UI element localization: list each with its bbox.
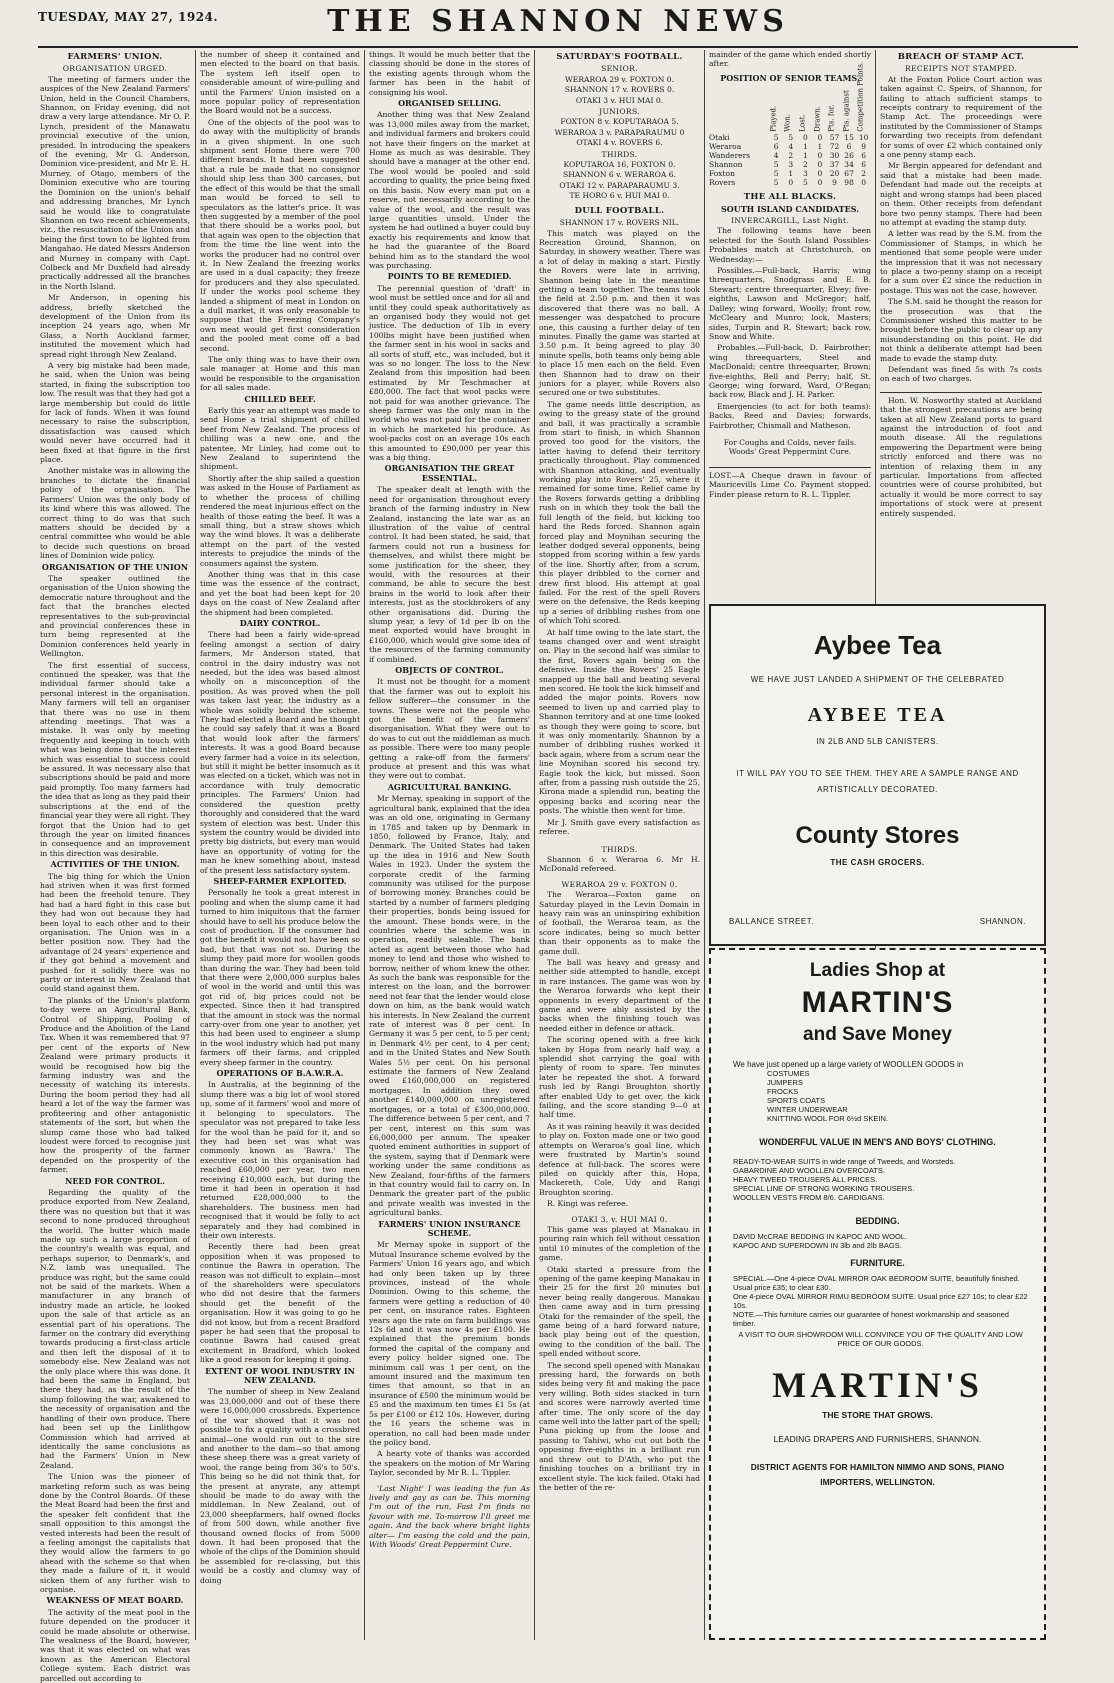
standings-cell: 6 bbox=[861, 160, 867, 170]
grade-label: THIRDS. bbox=[601, 149, 638, 159]
ad-item: SPECIAL.—One 4-piece OVAL MIRROR OAK BEDROOM SUITE, beautifully finished. Usual price £35; to clear £30. bbox=[733, 1274, 1020, 1292]
grade-label: JUNIORS. bbox=[599, 107, 640, 117]
standings-cell: 4 bbox=[788, 142, 794, 152]
paragraph: A very big mistake had been made, he said, when the Union was being started, in fixing the subscription too low. The result was that they had got a large membership but could do little for lack of funds. When it was found necessary to raise the subscription, dissatisfaction was caused which would never have occurred had it been fixed at that figure in the first place. bbox=[40, 361, 190, 465]
column-farmers-union-cont bbox=[200, 50, 360, 1640]
standings-header: Pts. for. bbox=[827, 104, 836, 132]
paragraph: At the Foxton Police Court action was taken against C. Speirs, of Shannon, for failing to attach sufficient stamps to receipts contrary to requirement of the Stamp Act. The proceedings were instituted by the Commissioner of Stamps forwarding two receipts from defendant for sums of over £2 which contained only a one penny stamp each. bbox=[880, 74, 1042, 160]
result-line: SHANNON 17 v. ROVERS 0. bbox=[564, 85, 675, 95]
standings-header: Drawn. bbox=[812, 105, 821, 132]
paragraph: Shannon 6 v. Weraroa 6. Mr H. McDonald refereed. bbox=[539, 854, 700, 874]
paragraph: The scoring opened with a free kick taken by Hopa from nearly half way, a splendid shot carrying the goal with plenty of room to spare. Ten minutes later he repeated the shot. A forward rush led by Rangi Broughton shortly after enabled Udy to get over, the kick failing, and the score standing 9—0 at half time. bbox=[539, 1035, 700, 1120]
result-line: KOPUTAROA 16, FOXTON 0. bbox=[563, 160, 676, 170]
standings-cell: 1 bbox=[802, 151, 808, 161]
column-farmers-union-end bbox=[369, 50, 530, 1640]
standings-header: Lost. bbox=[798, 114, 807, 132]
column-farmers-union bbox=[40, 50, 190, 1683]
paragraph: Regarding the quality of the produce exported from New Zealand, there was no question but that it was second to none produced throughout the world. The butter which made made up such a large proportion of the country's wealth was equal, and perhaps superior, to Denmark's, and N.Z. lamb was unequalled. The produce was right, but the same could not be said of the markets. When a manufacturer in any branch of industry made an article, he looked upon the sale of that article as an essential part of his operations. The farmer on the contrary did everything towards producing a first-class article and then left the disposal of it to somebody else. New Zealand was not the only place where this was done. It had been the same in England, but there they had, as the result of the slump following the war, awakened to the necessity of organisation and the handling of their own produce. There had been set up the Linlithgow Commission which had arrived at identically the same conclusions as had the Farmers' Union in New Zealand. bbox=[40, 1187, 190, 1470]
article-subheading: ORGANISATION URGED. bbox=[62, 64, 168, 74]
section-heading: EXTENT OF WOOL INDUSTRY IN NEW ZEALAND. bbox=[205, 1365, 355, 1386]
paragraph: Hon. W. Nosworthy stated at Auckland that the strongest precautions are being taken at all New Zealand ports to guard against the introduction of foot and mouth disease. All the regulations empowering the Department were being strictly enforced and there was no intention of relaxing them in any particular. Importations from affected countries were of course prohibited, but actually it would be more correct to say importations of stock were at present entirely suspended. bbox=[880, 392, 1042, 518]
paragraph: Recently there had been great opposition when it was proposed to continue the Bawra in operation. The reason was not difficult to explain—most of the shareholders were speculators who did not desire that the farmers should get the benefit of the organisation. How it was going to go he did not know, but from a recent Bradford paper he had seen that the proposal to continue Bawra had caused great excitement in Bradford, which looked like a good reason for keeping it going. bbox=[200, 1242, 360, 1365]
paragraph: A hearty vote of thanks was accorded the speakers on the motion of Mr Waring Taylor, seconded by Mr R. L. Tippler. bbox=[369, 1449, 530, 1478]
issue-date: TUESDAY, MAY 27, 1924. bbox=[38, 10, 219, 24]
paragraph: The speaker outlined the organisation of the Union showing the democratic nature throughout and the fact that the branches elected representatives to the sub-provincial and provincial conferences these in turn being represented at the Dominion conferences held yearly in Wellington. bbox=[40, 573, 190, 659]
section-heading: ORGANISATION OF THE UNION bbox=[41, 561, 189, 572]
standings-cell: 4 bbox=[773, 151, 779, 161]
paragraph: The big thing for which the Union had striven when it was first formed had been the freehold tenure. They had had a hard fight in this case but they had won out because they had been loyal to each other and to their organisation. The Union was in a better position now. They had the advantage of 24 years' experience and if they got behind a movement and pushed for it solidly there was no party or interest in New Zealand that could stand against them. bbox=[40, 871, 190, 994]
ad-item: WOOLLEN VESTS FROM 8/6. CARDIGANS. bbox=[733, 1193, 885, 1202]
standings-cell: 30 bbox=[829, 151, 840, 161]
paragraph: The second spell opened with Manakau pressing hard, the forwards on both sides being very fit and making the pace very willing. Both sides stacked in turn and scores were narrowly averted time after time. The only score of the day came well into the latter part of the spell; Puna picking up from the loose and passing to Tahiwi, who cut out both the opposing five-eighths in a brilliant run and threw out to D'Ath, who put the finishing touches on a brilliant try in excellent style. The kick failed. Otaki had the better of the re- bbox=[539, 1360, 700, 1492]
column-sport-misc bbox=[709, 50, 871, 650]
column-rule bbox=[195, 50, 196, 1640]
ad-heading: WONDERFUL VALUE IN MEN'S AND BOYS' CLOTHING. bbox=[759, 1137, 996, 1147]
ad-item: KAPOC AND SUPERDOWN IN 3lb and 2lb BAGS. bbox=[733, 1241, 902, 1250]
ad-line: WE HAVE JUST LANDED A SHIPMENT OF THE CELEBRATED bbox=[750, 675, 1005, 684]
section-heading: ORGANISED SELLING. bbox=[398, 98, 501, 109]
standings-header: Played. bbox=[769, 105, 778, 132]
column-stamp-act bbox=[880, 50, 1042, 650]
standings-row bbox=[709, 169, 871, 178]
ad-line: Ladies Shop at bbox=[809, 960, 946, 981]
paragraph: It must not be thought for a moment that the farmer was out to exploit his fellow sufferer—the consumer in the towns. These were not the people who got the benefit of the farmers' disorganisation. What they were out to do was to cut out the middleman as much as possible. There were too many people getting a rake-off from the farmers' produce at present and this was what they were out to combat. bbox=[369, 677, 530, 781]
paragraph: The Union was the pioneer of marketing reform such as was being done by the Control Boards. Of these the Meat Board had been the first and the speaker felt confident that the small opposition to this amongst the vested interests had been the result of a feeling amongst the capitalists that they would allow the farmers to go ahead with the scheme so that when they made a failure of it, it would sicken them of any further wish to organise. bbox=[40, 1472, 190, 1594]
column-rule bbox=[534, 50, 535, 1640]
paragraph: the number of sheep it contained and men elected to the board on that basis. The system left itself open to considerable amount of wire-pulling and until the Farmers' Union insisted on a more popular policy of representation the Board would not be a success. bbox=[200, 50, 360, 116]
paragraph: This game was played at Manakau in pouring rain which fell without cessation until 10 minutes of the completion of the game. bbox=[539, 1224, 700, 1263]
standings-cell: 0 bbox=[802, 133, 808, 143]
section-heading: CHILLED BEEF. bbox=[244, 393, 316, 404]
classified-lost: LOST.—A Cheque drawn in favour of Mauricevills Lime Co. Payment stopped. Finder please return to R. L. Tippler. bbox=[709, 467, 871, 499]
grade-label: SENIOR. bbox=[601, 64, 638, 74]
verse-advert: 'Last Night' I was leading the fun As lively and gay as can be. This morning I'm out of the run, Fast I'm finds no favour with me. To-morrow I'll greet me again. And the back where bright lights alter— I'm easing the cold and the pain, With Woods' Great Peppermint Cure. bbox=[369, 1483, 530, 1549]
paragraph: As it was raining heavily it was decided to play on. Foxton made one or two good attempts on Weraroa's goal line, which were frustrated by Martin's sound defence at full-back. The scores were piled on quickly after this, Hopa, Mackereth, Cole, Udy and Rangi Broughton scoring. bbox=[539, 1121, 700, 1197]
standings-cell: 37 bbox=[829, 160, 840, 170]
paragraph: The ball was heavy and greasy and neither side attempted to handle, except in rare instances. The game was won by the Weraroa forwards who kept their opponents in every department of the game and were ably assisted by the backs when the finishing touch was needed either in defence or attack. bbox=[539, 957, 700, 1033]
standings-cell: 26 bbox=[844, 151, 854, 161]
standings-row bbox=[709, 133, 871, 142]
result-line: OTAKI 4 v. ROVERS 6. bbox=[576, 138, 663, 148]
standings-cell: 3 bbox=[788, 160, 794, 170]
standings-row bbox=[709, 160, 871, 169]
paragraph: Shortly after the ship sailed a question was asked in the House of Parliament as to whether the process of chilling rendered the meat injurious effect on the health of those eating the beef. It was a small thing, but a straw shows which way the wind blows. It was a deliberate attempt on the part of the vested interests to prejudice the minds of the consumers against the system. bbox=[200, 473, 360, 568]
section-heading: SOUTH ISLAND CANDIDATES. bbox=[720, 203, 859, 214]
paragraph: mainder of the game which ended shortly after. bbox=[709, 50, 871, 69]
standings-cell: 5 bbox=[773, 133, 779, 143]
standings-cell: 5 bbox=[802, 178, 808, 188]
standings-cell: 0 bbox=[817, 160, 823, 170]
column-football bbox=[539, 50, 700, 1640]
standings-team: Foxton bbox=[709, 169, 735, 179]
paragraph: One of the objects of the pool was to do away with the multiplicity of brands in a given shipment. In one such shipment sent Home there were 700 different brands. It had been suggested that a rule be made that no consignor should ship less than 300 carcases, but the effect of this would be that the small man would be forced to sell to speculators as the latter's price. It was then suggested by a member of the pool that there should be a works pool, but that again was open to the objection that from the time the line went into the works the producer had no control over it. In New Zealand the freezing works are used in a dual capacity; they freeze for producers and they also speculated. If under the works pool scheme they landed a shipment of meat in London on a dull market, it was only reasonable to suppose that the Freezing Company's own meat would get first consideration and the pooled meat come off a bad second. bbox=[200, 117, 360, 353]
standings-team: Weraroa bbox=[709, 142, 742, 152]
section-heading: ACTIVITIES OF THE UNION. bbox=[50, 859, 180, 870]
newspaper-title: THE SHANNON NEWS bbox=[327, 4, 789, 39]
standings-row bbox=[709, 151, 871, 160]
standings-cell: 1 bbox=[802, 142, 808, 152]
standings-row bbox=[709, 178, 871, 187]
paragraph: At half time owing to the late start, the teams changed over and went straight on. Play in the second half was similar to the first, Rovers again being on the defensive. Inside the Rovers' 25 Eagle snapped up the ball and beating several men scored. He took the kick himself and added the major points. Rovers now seemed to liven up and carried play to Shannon territory and at one time looked as though they were going to score, but it was only momentarily. Shannon by a number of dribbling rushes worked it back again, where from a scrum near the line Moynihan scored his second try. Eagle took the kick, but missed. Soon after, from a passing rush outside the 25, Kirona made a splendid run, beating the opposing backs and scoring near the posts. The whistle then went for time. bbox=[539, 627, 700, 816]
paragraph: Otaki started a pressure from the opening of the game keeping Manakau in their 25 for the first 20 minutes but never being really dangerous. Manakau then came away and in turn pressing Otaki for the remainder of the spell, the game being of a hard forward nature, back play being out of the question, owing to the condition of the ball. The spell ended without score. bbox=[539, 1264, 700, 1359]
paragraph: Emergencies (to act for both teams): Backs, Reed and Davies; forwards, Fairbrother, Chismall and Matheson. bbox=[709, 401, 871, 430]
ad-item: DAVID McCRAE BEDDING IN KAPOC AND WOOL. bbox=[733, 1232, 908, 1241]
standings-cell: 1 bbox=[817, 142, 823, 152]
standings-cell: 2 bbox=[788, 151, 794, 161]
standings-cell: 20 bbox=[829, 169, 840, 179]
standings-team: Shannon bbox=[709, 160, 743, 170]
paragraph: The Weraroa—Foxton game on Saturday played in the Levin Domain in heavy rain was an uninspiring exhibition of football, the Weraroa team, as the score indicates, being so much better than their opponents as to make the game dull. bbox=[539, 890, 700, 956]
standings-cell: 5 bbox=[773, 160, 779, 170]
ad-line: IT WILL PAY YOU TO SEE THEM. THEY ARE A SAMPLE RANGE AND ARTISTICALLY DECORATED. bbox=[736, 769, 1019, 794]
standings-cell: 9 bbox=[832, 178, 837, 188]
section-heading: ORGANISATION THE GREAT ESSENTIAL. bbox=[384, 463, 515, 483]
ad-line: DISTRICT AGENTS FOR HAMILTON NIMMO AND SONS, PIANO IMPORTERS, WELLINGTON. bbox=[750, 1462, 1005, 1487]
paragraph: R. Kingi was referee. bbox=[547, 1199, 629, 1209]
ad-list bbox=[733, 1274, 1028, 1348]
ad-line: LEADING DRAPERS AND FURNISHERS, SHANNON. bbox=[773, 1434, 982, 1444]
paragraph: Another mistake was in allowing the branches to dictate the financial policy of the organisation. The Farmers' Union was the only body of its kind where this was allowed. The correct thing to do was that such matters should be decided by a central committee who would be able to decide such questions on broad lines of Dominion wide policy. bbox=[40, 466, 190, 561]
ad-item: A VISIT TO OUR SHOWROOM WILL CONVINCE YOU OF THE QUALITY AND LOW PRICE OF OUR GOODS. bbox=[738, 1330, 1023, 1348]
standings-cell: 5 bbox=[773, 178, 779, 188]
standings-team: Wanderers bbox=[709, 151, 751, 161]
ad-brand: MARTIN'S bbox=[801, 986, 954, 1019]
column-rule bbox=[364, 50, 365, 1640]
paragraph: This match was played on the Recreation Ground, Shannon, on Saturday, in showery weather. There was a lot of delay in making a start. Firstly the Rovers were late in arriving, Shannon being late in the meantime getting a team together. The teams took the field at 2.50 p.m. and then it was discovered that there was no ball. A messenger was despatched to procure one, this causing a further delay of ten minutes. Finally the game was started at 3.50 p.m. It being agreed to play 30 minute spells, both teams only being able to place 15 men each on the field. Even then Shannon had to draw on their juniors for a player, while Rovers also secured one or two substitutes. bbox=[539, 228, 700, 398]
standings-team: Otaki bbox=[709, 133, 730, 143]
section-heading: SHEEP-FARMER EXPLOITED. bbox=[213, 875, 347, 886]
ad-street: BALLANCE STREET. bbox=[729, 917, 814, 926]
ad-item: SPORTS COATS bbox=[767, 1096, 826, 1105]
section-heading: NEED FOR CONTROL. bbox=[65, 1175, 165, 1186]
paragraph: The activity of the meat pool in the future depended on the producer it could be made absolute or otherwise. The weakness of the Board, however, was that it was elected on what was known as the American Electoral College system. Each district was parcelled out according to bbox=[40, 1607, 190, 1683]
ad-list bbox=[733, 1232, 1028, 1250]
ad-store-name: County Stores bbox=[795, 822, 960, 849]
paragraph: In Australia, at the beginning of the slump there was a big lot of wool stored up, some of it farmers' wool and more of it belonging to speculators. The speculator was not prepared to take less for the wool than he paid for it, and so they had been set was what was commonly known as 'Bawra.' The executive cost in this organisation had reached £60,000 per year, two men receiving £10,000 each, but during the time it had been in operation it had returned £28,000,000 to the shareholders. The business men had recognised that it would be folly to act separately and they had combined in their own interests. bbox=[200, 1080, 360, 1240]
paragraph: The planks of the Union's platform to-day were an Agricultural Bank, Control of Shipping, Pooling of Produce and the Abolition of the Land Tax. When it was remembered that 97 per cent of the exports of New Zealand were primary products it would be recognised how big the farming industry was and the necessity of watching its interests. During the boom period they had all heard a lot of the way the farmer was profiteering and other antagonistic statements of the sort, but when the slump came those who had talked loudest were forced to recognise just how the prosperity of the farmer depended on the prosperity of the farmer. bbox=[40, 995, 190, 1175]
ad-item: FROCKS bbox=[767, 1087, 799, 1096]
result-line: WERAROA 3 v. PARAPARAUMU 0 bbox=[554, 127, 685, 137]
ad-item: READY-TO-WEAR SUITS in wide range of Tweeds, and Worsteds. bbox=[733, 1157, 956, 1166]
masthead bbox=[38, 4, 1078, 48]
standings-cell: 34 bbox=[844, 160, 854, 170]
paragraph: Mr Mernay spoke in support of the Mutual Insurance scheme evolved by the Farmers' Union 16 years ago, and which had only been taken up by three provinces, instead of the whole Dominion. Owing to this scheme, the farmers were getting a reduction of 40 per cent, on insurance rates. Eighteen years ago the rate on farm buildings was 12s 6d and it was now 4s per £100. He explained that the premium bonds formed the capital of the company and every policy holder signed one. The minimum call was 1 per cent, on the amount insured and the maximum ten times that amount, so that in an insurance of £500 the minimum would be £5 and the maximum ten times £1 5s (at 5s per £100 or £12 10s. However, during the 16 years the scheme was in operation, no call had been made under the policy bond. bbox=[369, 1240, 530, 1447]
paragraph: Mr Bergin appeared for defendant and said that a mistake had been made. Defendant had made out the receipts at night and wrong stamps had been placed on them. Other receipts from defendant bore two penny stamps. There had been no attempt at evading the stamp duty. bbox=[880, 161, 1042, 227]
paragraph: Defendant was fined 5s with 7s costs on each of two charges. bbox=[880, 365, 1042, 384]
ad-brand: Aybee Tea bbox=[813, 630, 942, 660]
paragraph: There had been a fairly wide-spread feeling amongst a section of dairy farmers, Mr Anderson stated, that control in the dairy industry was not needed, but the idea was based almost wholly on a misconception of the position. As was proved when the poll was taken last year, the industry as a whole was solidly behind the scheme. They had elected a Board and he thought he could say safely that it was a Board that would look after the farmers' interests. It was a good Board because every farmer had a voice in its selection, but still it might be better insomuch as it was elected on a ticket, which was not in accordance with truly democratic principles. The Farmers' Union had considered the question pretty thoroughly and considered that the ward system of election was best. Under this system the country would be divided into pretty big districts, but every man would have an opportunity of voting for the man he knew something about, instead of the present less satisfactory system. bbox=[200, 630, 360, 875]
paragraph: The game needs little description, as owing to the greasy state of the ground and ball, it was practically a scramble from start to finish, in which Shannon proved too good for the visitors, the latter having to defend their territory practically throughout. Play commenced with Shannon attacking, and eventually working play into Rovers' 25, where it remained for some time. Relief came by the Rovers forwards getting a dribbling rush on in which they took the ball the full length of the field, but kicking too hard the Reds forced. Shannon again forced play and Moynihan securing the leather dodged several opponents, being stopped from scoring within a few yards of the line. Shortly after, from a scrum, this player dribbled to the corner and drew first blood. His attempt at goal failed. For the rest of the spell Rovers were on the defensive, the Reds keeping up a series of dribbling rushes from one of which Tohi scored. bbox=[539, 399, 700, 626]
paragraph: The first essential of success, continued the speaker, was that the individual farmer should take a personal interest in the organisation. Many farmers will tell an organiser that there was no use in them attending meetings. That was a mistake. It was only by meeting frequently and keeping in touch with what was being done that the interest which was essential to success could be assured. It was necessary also that subscriptions should be paid and more paid promptly. Too many farmers had the idea that as long as they paid their subscriptions at the end of the financial year they were all right. They forgot that the Union had to get through the year on limited finances in consequence and an improvement in this direction was desirable. bbox=[40, 660, 190, 858]
article-heading: BREACH OF STAMP ACT. bbox=[897, 52, 1025, 62]
standings-header: Won. bbox=[783, 113, 792, 132]
result-line: OTAKI 3 v. HUI MAI 0. bbox=[575, 95, 664, 105]
standings-cell: 72 bbox=[829, 142, 840, 152]
standings-cell: 6 bbox=[846, 142, 852, 152]
standings-cell: 10 bbox=[858, 133, 869, 143]
standings-cell: 67 bbox=[844, 169, 854, 179]
paragraph: The number of sheep in New Zealand was 23,000,000 and out of these there were 16,000,000 crossbreds. Experience of the war showed that it was not possible to fix a quality with a crossbred animal—one would run out to the sire and another to the dam—so that among these sheep there was a great variety of wool, the range being from 36's to 50's. This being so he did not think that, for the present at anyrate, any attempt should be made to do away with the middleman. In New Zealand, out of 23,000 sheepfarmers, half owned flocks of from 500 down, while another five thousand owned flocks of from 5000 down. It had been proposed that the whole of the clips of the Dominion should be assembled for re-classing, but this would be a costly and clumsy way of doing bbox=[200, 1387, 360, 1585]
standings-cell: 9 bbox=[861, 142, 867, 152]
ad-item: SPECIAL LINE OF STRONG WORKING TROUSERS. bbox=[733, 1184, 915, 1193]
section-heading: FARMERS' UNION INSURANCE SCHEME. bbox=[378, 1218, 521, 1238]
paragraph: Another thing was that in this case time was the essence of the contract, and yet the boat had been kept for 20 days on the coast of New Zealand after the shipment had been completed. bbox=[200, 569, 360, 617]
section-heading: OPERATIONS OF B.A.W.R.A. bbox=[216, 1068, 344, 1079]
ad-heading: FURNITURE. bbox=[850, 1258, 905, 1268]
paragraph: Mr Anderson, in opening his address, briefly sketched the development of the Union from its inception 24 years ago, when Mr Glass, a North Auckland farmer, instituted the movement which had spread right through New Zealand. bbox=[40, 293, 190, 359]
standings-cell: 6 bbox=[861, 151, 867, 161]
article-heading: FARMERS' UNION. bbox=[67, 52, 163, 62]
ad-line: We have just opened up a large variety of WOOLLEN GOODS in bbox=[733, 1060, 964, 1069]
standings-cell: 3 bbox=[802, 169, 808, 179]
standings-cell: 0 bbox=[861, 178, 867, 188]
article-heading: DULL FOOTBALL. bbox=[574, 205, 665, 216]
standings-cell: 0 bbox=[817, 133, 823, 143]
result-line: WERAROA 29 v. FOXTON 0. bbox=[564, 74, 675, 84]
ad-line: THE STORE THAT GROWS. bbox=[822, 1410, 933, 1420]
standings-header: Pts. against bbox=[842, 89, 851, 132]
paragraph: Possibles.—Full-back, Harris; wing threequarters, Snodgrass and E. B. Stewart; centre threequarter, Elvey; five-eighths, Lawson and McGregor; half, Dalley; wing forward, Woolly; front row, McCleary and Munro; lock, Masters; sides, Turpin and R. Stewart; back row, Snow and White. bbox=[709, 266, 871, 341]
ad-brand: MARTIN'S bbox=[772, 1365, 983, 1405]
standings-header-row bbox=[709, 87, 871, 133]
ad-item: KNITTING WOOL FOR 6½d SKEIN. bbox=[767, 1114, 888, 1123]
paragraph: The only thing was to have their own sale manager at Home and this man would be responsible to the organisation for all sales made. bbox=[200, 355, 360, 393]
standings-cell: 15 bbox=[844, 133, 854, 143]
standings-cell: 0 bbox=[817, 169, 823, 179]
ad-item: NOTE.—This furniture carries our guarantee of honest workmanship and seasoned timber. bbox=[733, 1310, 1009, 1328]
paragraph: The speaker dealt at length with the need for organisation throughout every branch of the farming industry in New Zealand, instancing the late war as an illustration of the value of central control. It had been stated, he said, that farmers could not run a business for themselves, and whilst there might be some justification for the sheer, they would, with the resources at their command, be able to secure the best brains in the world to look after their interests, just as the stockbrokers of any other organisations did. During the slump year, a levy of 1d per lb on the meat exported would have brought in £160,000, which would give some idea of the resources of the farming community if combined. bbox=[369, 485, 530, 664]
ad-brand: AYBEE TEA bbox=[807, 704, 948, 726]
ad-list bbox=[733, 1157, 1028, 1202]
standings-cell: 0 bbox=[788, 178, 794, 188]
result-line: FOXTON 8 v. KOPUTARAOA 5. bbox=[560, 117, 679, 127]
result-line: OTAKI 12 v. PARAPARAUMU 3. bbox=[559, 180, 680, 190]
result-line: TE HORO 6 v. HUI MAI 0. bbox=[569, 191, 670, 201]
paragraph: The meeting of farmers under the auspices of the New Zealand Farmers' Union, held in the Council Chambers, Shannon, on Friday evening, did not draw a very large attendance. Mr O. P. Lynch, president of the Manawatu provincial executive of the union, presided. In introducing the speakers of the evening, Mr G. Anderson, Dominion vice-president, and Mr E. H. Murney, of Otago, members of the Dominion executive who are touring the Dominion on the union's behalf and addressing branches, Mr Lynch said he would like to congratulate Shannon on two recent achievements, viz., the resuscitation of the Union and being the first town to be lighted from Mangahao. He dated Messrs Anderson and Murney in company with Capt. Colbeck and Mr Duxfield had already practically addressed all the branches in the North Island. bbox=[40, 74, 190, 291]
ad-line: IN 2LB AND 5LB CANISTERS. bbox=[816, 737, 939, 746]
ad-item: WINTER UNDERWEAR bbox=[767, 1105, 848, 1114]
paragraph: A letter was read by the S.M. from the Commissioner of Stamps, in which he mentioned that some people were under the impression that it was not necessary to place a two-penny stamp on a receipt for a sum over £2 since the reduction in postage. This was not the case, however. bbox=[880, 229, 1042, 295]
standings-cell: 0 bbox=[817, 178, 823, 188]
section-heading: WEAKNESS OF MEAT BOARD. bbox=[46, 1595, 184, 1606]
paragraph: Early this year an attempt was made to send Home a trial shipment of chilled beef from New Zealand. The process of chilling was a new one, and the patentee, Mr Linley, had come out to New Zealand to superintend the shipment. bbox=[200, 406, 360, 472]
match-heading: OTAKI 3, v. HUI MAI 0. bbox=[571, 1214, 668, 1224]
ad-town: SHANNON. bbox=[979, 917, 1026, 926]
paragraph: things. It would be much better that the classing should be done in the stores of the existing agents through whom the farmer has been in the habit of consigning his wool. bbox=[369, 50, 530, 97]
grade-label: THIRDS. bbox=[601, 844, 638, 854]
ad-list bbox=[767, 1069, 1044, 1123]
standings-header: Competition Points. bbox=[856, 61, 865, 132]
paragraph: The perennial question of 'draft' in wool must be settled once and for all and until they could speak authoritatively as an organised body they would not get justice. The deduction of 1lb in every 100lbs might have been justified when the farmer sent in his wool in sacks and all sorts of stuff, etc., was included, but it was so no longer. The loss to the New Zealand from this imposition had been estimated by Mr Teschmacher at £80,000. The fact that wool packs were not paid for was another grievance. The sheep farmer was the only man in the world who was not paid for the container in which he marketed his produce. As wool-packs cost on an average 10s each this amounted to £90,000 per year this was a big thing. bbox=[369, 283, 530, 463]
ad-heading: BEDDING. bbox=[855, 1216, 900, 1226]
classified: For Coughs and Colds, never fails. Woods' Great Peppermint Cure. bbox=[723, 437, 857, 457]
section-heading: OBJECTS OF CONTROL. bbox=[395, 665, 504, 675]
standings-cell: 5 bbox=[788, 133, 794, 143]
result-line: SHANNON 6 v. WERAROA 6. bbox=[563, 170, 676, 180]
advert-martins bbox=[709, 948, 1046, 1640]
section-heading: POINTS TO BE REMEDIED. bbox=[387, 271, 512, 282]
result-line: SHANNON 17 v. ROVERS NIL. bbox=[559, 218, 680, 228]
ad-address bbox=[729, 917, 1026, 926]
paragraph: The following teams have been selected for the South Island Possibles-Probables match at Christchurch, on Wednesday:— bbox=[709, 226, 871, 264]
dateline: INVERCARGILL, Last Night. bbox=[730, 216, 850, 226]
standings-cell: 57 bbox=[829, 133, 840, 143]
ad-item: COSTUMES bbox=[767, 1069, 810, 1078]
standings-cell: 1 bbox=[788, 169, 794, 179]
paragraph: Mr J. Smith gave every satisfaction as referee. bbox=[539, 817, 700, 837]
article-subheading: RECEIPTS NOT STAMPED. bbox=[904, 64, 1018, 74]
section-heading: DAIRY CONTROL. bbox=[239, 617, 321, 628]
article-heading: SATURDAY'S FOOTBALL. bbox=[556, 52, 683, 62]
section-heading: AGRICULTURAL BANKING. bbox=[387, 781, 512, 792]
ad-item: GABARDINE AND WOOLLEN OVERCOATS. bbox=[733, 1166, 885, 1175]
paragraph: Another thing was that New Zealand was 13,000 miles away from the market, and individual farmers and brokers could not have their fingers on the market at Home as much as was desirable. They should have a manager at the other end. The wool would be pooled and sold according to quality, the price being fixed on this basis. Now every man put on a reserve, not necessarily according to the value of the wool, and the result was large quantities unsold. Under the system he had outlined a buyer could buy exactly his requirements and know that he had the guarantee of the Board behind him as to the standard the wool was purchasing. bbox=[369, 110, 530, 270]
paragraph: Personally he took a great interest in pooling and when the slump came it had turned to him iniquitous that the farmer should have to sell his produce below the cost of production. If the consumer had got the benefit it would not have been so bad, but that was not so. During the slump they paid more for woollen goods than during the war. They had been told that there were 2,000,000 surplus bales of wool in the world and until this was got rid of, big prices could not be expected. Since then it had transpired that the amount in stock was the normal carry-over from one year to another, yet this had been used to engineer a slump in the wool industry which had put many farmers off their farms, and crippled every sheep farmer in the country. bbox=[200, 888, 360, 1067]
paragraph: Mr Mernay, speaking in support of the agricultural bank, explained that the idea was an old one, originating in Germany in 1785 and taken up by Denmark in 1850, followed by France, Italy, and Denmark. The United States had taken up the idea in 1916 and New South Wales in 1923. Under the system the corporate credit of the farming community was utilised for the purpose of borrowing money. Branches could be started by a number of farmers pledging their properties, bonds being issued for the amount. These bonds were, in the countries where the scheme was in operation, readily saleable. The bank acted as agent between those who had money to lend and those who wished to borrow, neither of whom knew the other. As such the bank was responsible for the interest on the loan, and the borrower need not fear that the lender would close down on him, as the bank would watch his interests. In New Zealand the current rate of interest was 8 per cent. In Germany it was 5 per cent, to 5 per cent; in Denmark 4½ per cent, to 4 per cent; and in the United States and New South Wales 5½ per cent. On his personal estimate the farmers of New Zealand owed £160,000,000 on registered mortgages. In addition they owed another £140,000,000 on unregistered mortgages, or a total of £300,000,000. The difference between 5 per cent, and 7 per cent, interest on this sum was £6,000,000 per annum. The speaker quoted eminent authorities in support of the system, saying that if Denmark were working under the same conditions as New Zealand, four-fifths of the farmers in that country would fail to carry on. In Denmark the greater part of the public and private wealth was invested in the agricultural banks. bbox=[369, 794, 530, 1218]
advert-aybee-tea bbox=[709, 604, 1046, 946]
standings-cell: 98 bbox=[844, 178, 854, 188]
standings-cell: 6 bbox=[773, 142, 779, 152]
article-heading: THE ALL BLACKS. bbox=[743, 192, 837, 203]
standings-team: Rovers bbox=[709, 178, 736, 188]
paragraph: Probables.—Full-back, D. Fairbrother; wing threequarters, Steel and MacDonald; centre threequarter, Brown; five-eighths, Bell and Perry; half, St. George; wing forward, Ward, O'Regan; back row, Black and J. H. Parker. bbox=[709, 343, 871, 400]
ad-line: and Save Money bbox=[803, 1024, 952, 1045]
standings-cell: 0 bbox=[817, 151, 823, 161]
ad-item: One 4-piece OVAL MIRROR RIMU BEDROOM SUITE. Usual price £27 10s; to clear £22 10s. bbox=[733, 1292, 1028, 1310]
standings-cell: 2 bbox=[802, 160, 808, 170]
ad-item: JUMPERS bbox=[767, 1078, 803, 1087]
ad-line: THE CASH GROCERS. bbox=[830, 858, 925, 867]
ad-item: HEAVY TWEED TROUSERS ALL PRICES. bbox=[733, 1175, 878, 1184]
standings-cell: 5 bbox=[773, 169, 779, 179]
section-heading: POSITION OF SENIOR TEAMS. bbox=[720, 72, 860, 83]
standings-row bbox=[709, 142, 871, 151]
paragraph: The S.M. said he thought the reason for the prosecution was that the Commissioner wished this matter to be brought before the public to clear up any misunderstanding on this point. He did not think a deliberate attempt had been made to evade the stamp duty. bbox=[880, 297, 1042, 363]
standings-cell: 2 bbox=[861, 169, 867, 179]
match-heading: WERAROA 29 v. FOXTON 0. bbox=[561, 879, 678, 889]
column-rule bbox=[704, 50, 705, 1640]
